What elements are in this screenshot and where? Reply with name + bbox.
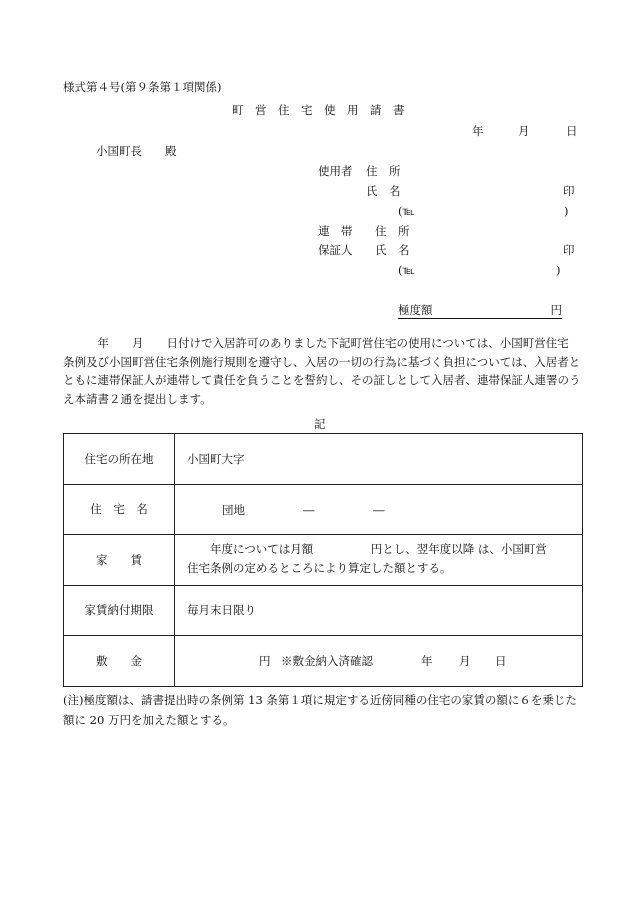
housing-name-value-cell (175, 484, 583, 535)
body-line: え本請書２通を提出します。 (63, 391, 212, 406)
deposit-day: 日 (495, 654, 507, 669)
ki-mark: 記 (314, 417, 326, 431)
guarantor-address-label: 住 所 (375, 224, 410, 238)
payment-deadline-label: 家賃納付期限 (84, 603, 154, 618)
table-row (64, 636, 583, 687)
date-day-label: 日 (566, 124, 578, 138)
page-title: 町 営 住 宅 使 用 請 書 (232, 103, 405, 117)
guarantor-tel-close: ) (556, 263, 561, 277)
deposit-label-cell (64, 636, 175, 687)
table-row (64, 434, 583, 485)
payment-deadline-value-cell (175, 585, 583, 636)
location-label-cell (64, 434, 175, 485)
guarantor-name-label: 氏 名 (375, 243, 410, 257)
payment-deadline-value: 毎月末日限り (187, 603, 256, 618)
max-amount-label: 極度額 (398, 303, 433, 317)
deposit-month: 月 (459, 654, 471, 669)
footnote (63, 690, 588, 730)
dash-1: ― (303, 502, 315, 517)
date-month-label: 月 (518, 124, 530, 138)
deposit-yen: 円 (259, 654, 271, 669)
body-line: 条例及び小国町営住宅条例施行規則を遵守し、入居の一切の行為に基づく負担については、入居者と (63, 354, 581, 369)
dash-2: ― (373, 502, 385, 517)
note-line: 額に 20 万円を加えた額とする。 (63, 713, 235, 727)
rent-label: 家 賃 (96, 552, 142, 567)
location-value-cell (175, 434, 583, 485)
form-number: 様式第４号(第９条第１項関係) (63, 80, 222, 94)
max-amount-unit: 円 (550, 303, 562, 317)
guarantor-seal: 印 (563, 243, 575, 257)
addressee: 小国町長 殿 (96, 144, 177, 158)
pledge-paragraph (63, 334, 583, 408)
body-line: ともに連帯保証人が連帯して責任を負うことを誓約し、その証しとして入居者、連帯保証人連署のう (63, 373, 581, 387)
max-amount-line (398, 303, 562, 319)
user-label: 使用者 (318, 164, 353, 178)
guarantor-label-line2: 保証人 (318, 243, 353, 257)
rent-value-cell (175, 535, 583, 586)
date-year-label: 年 (472, 124, 484, 138)
table-row (64, 484, 583, 535)
deposit-year: 年 (421, 654, 433, 669)
location-label: 住宅の所在地 (84, 451, 154, 466)
table-row (64, 535, 583, 586)
user-tel-close: ) (564, 204, 569, 218)
rent-line-1: 年度については月額 円とし、翌年度以降 は、小国町営 (210, 542, 547, 557)
user-name-label: 氏 名 (366, 184, 401, 198)
housing-details-table (63, 433, 583, 687)
guarantor-label-line1: 連 帯 (318, 224, 353, 238)
deposit-value-cell (175, 636, 583, 687)
housing-name-label: 住 宅 名 (90, 502, 148, 517)
location-value: 小国町大字 (187, 451, 245, 466)
user-address-label: 住 所 (366, 164, 401, 178)
guarantor-tel-open: (℡ (398, 263, 415, 277)
table-row (64, 585, 583, 636)
deposit-confirm: ※敷金納入済確認 (281, 654, 373, 669)
body-line: 年 月 日付けで入居許可のありました下記町営住宅の使用については、小国町営住宅 (63, 336, 569, 350)
rent-line-2: 住宅条例の定めるところにより算定した額とする。 (187, 561, 452, 576)
user-tel-open: (℡ (398, 204, 415, 218)
rent-label-cell (64, 535, 175, 586)
user-seal: 印 (563, 184, 575, 198)
note-line: (注)極度額は、請書提出時の条例第 13 条第１項に規定する近傍同種の住宅の家賃の額に６を乗じた (63, 693, 577, 707)
housing-name-label-cell (64, 484, 175, 535)
payment-deadline-label-cell (64, 585, 175, 636)
danchi-label: 団地 (222, 502, 245, 517)
deposit-label: 敷 金 (96, 653, 142, 668)
